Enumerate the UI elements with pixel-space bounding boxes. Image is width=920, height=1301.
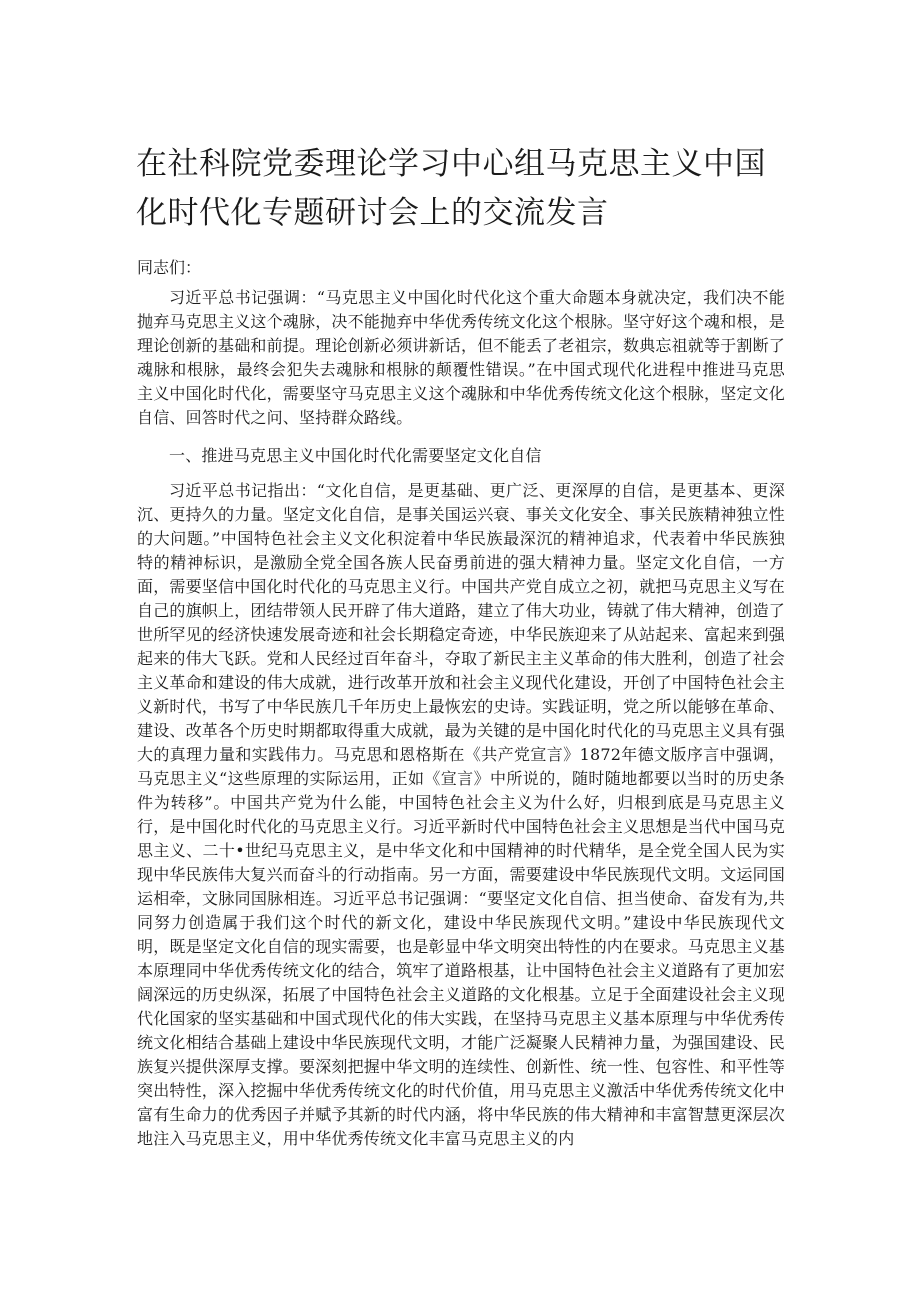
- section-heading: 一、推进马克思主义中国化时代化需要坚定文化自信: [169, 446, 542, 465]
- body-paragraph: 习近平总书记强调：“马克思主义中国化时代化这个重大命题本身就决定，我们决不能抛弃马克思主义这个魂脉，决不能抛弃中华优秀传统文化这个根脉。坚守好这个魂和根，是理论创新的基础和前提。理论创新必须讲新话，但不能丢了老祖宗，数典忘祖就等于割断了魂脉和根脉，最终会犯失去魂脉和根脉的颠覆性错误。”在中国式现代化进程中推进马克思主义中国化时代化，需要坚守马克思主义这个魂脉和中华优秀传统文化这个根脉，坚定文化自信、回答时代之问、坚持群众路线。: [137, 288, 786, 427]
- salutation: 同志们：: [137, 258, 202, 277]
- body-paragraph: 习近平总书记指出：“文化自信，是更基础、更广泛、更深厚的自信，是更基本、更深沉、更持久的力量。坚定文化自信，是事关国运兴衰、事关文化安全、事关民族精神独立性的大问题。”中国特色社会主义文化积淀着中华民族最深沉的精神追求，代表着中华民族独特的精神标识，是激励全党全国各族人民奋勇前进的强大精神力量。坚定文化自信，一方面，需要坚信中国化时代化的马克思主义行。中国共产党自成立之初，就把马克思主义写在自己的旗帜上，团结带领人民开辟了伟大道路，建立了伟大功业，铸就了伟大精神，创造了世所罕见的经济快速发展奇迹和社会长期稳定奇迹，中华民族迎来了从站起来、富起来到强起来的伟大飞跃。党和人民经过百年奋斗，夺取了新民主主义革命的伟大胜利，创造了社会主义革命和建设的伟大成就，进行改革开放和社会主义现代化建设，开创了中国特色社会主义新时代，书写了中华民族几千年历史上最恢宏的史诗。实践证明，党之所以能够在革命、建设、改革各个历史时期都取得重大成就，最为关键的是中国化时代化的马克思主义具有强大的真理力量和实践伟力。马克思和恩格斯在《共产党宣言》1872年德文版序言中强调，马克思主义“这些原理的实际运用，正如《宣言》中所说的，随时随地都要以当时的历史条件为转移”。中国共产党为什么能，中国特色社会主义为什么好，归根到底是马克思主义行，是中国化时代化的马克思主义行。习近平新时代中国特色社会主义思想是当代中国马克思主义、二十•世纪马克思主义，是中华文化和中国精神的时代精华，是全党全国人民为实现中华民族伟大复兴而奋斗的行动指南。另一方面，需要建设中华民族现代文明。文运同国运相牵，文脉同国脉相连。习近平总书记强调：“要坚定文化自信、担当使命、奋发有为,共同努力创造属于我们这个时代的新文化，建设中华民族现代文明。”建设中华民族现代文明，既是坚定文化自信的现实需要，也是彰显中华文明突出特性的内在要求。马克思主义基本原理同中华优秀传统文化的结合，筑牢了道路根基，让中国特色社会主义道路有了更加宏阔深远的历史纵深，拓展了中国特色社会主义道路的文化根基。立足于全面建设社会主义现代化国家的坚实基础和中国式现代化的伟大实践，在坚持马克思主义基本原理与中华优秀传统文化相结合基础上建设中华民族现代文明，才能广泛凝聚人民精神力量，为强国建设、民族复兴提供深厚支撑。要深刻把握中华文明的连续性、创新性、统一性、包容性、和平性等突出特性，深入挖掘中华优秀传统文化的时代价值，用马克思主义激活中华优秀传统文化中富有生命力的优秀因子并赋予其新的时代内涵，将中华民族的伟大精神和丰富智慧更深层次地注入马克思主义，用中华优秀传统文化丰富马克思主义的内: [137, 481, 786, 1148]
- document-title: 在社科院党委理论学习中心组马克思主义中国化时代化专题研讨会上的交流发言: [136, 146, 766, 231]
